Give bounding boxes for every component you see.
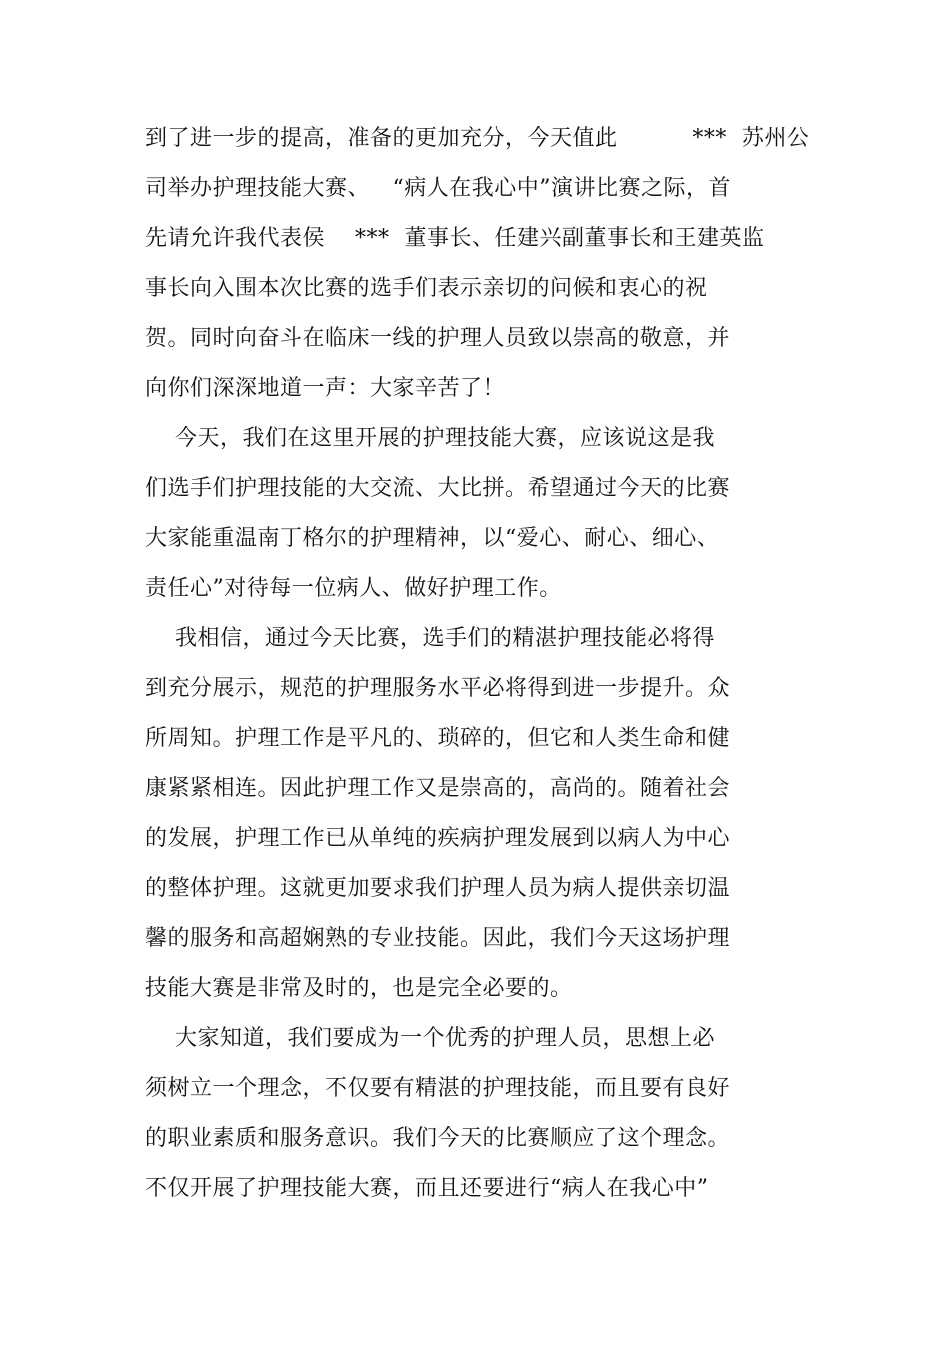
- text-line: 到充分展示，规范的护理服务水平必将得到进一步提升。众: [145, 676, 731, 701]
- text-line: 康紧紧相连。因此护理工作又是崇高的，高尚的。随着社会: [145, 776, 731, 801]
- text-line: 的发展，护理工作已从单纯的疾病护理发展到以病人为中心: [145, 826, 731, 851]
- text-line: 技能大赛是非常及时的，也是完全必要的。: [145, 976, 573, 1001]
- text-line: 的职业素质和服务意识。我们今天的比赛顺应了这个理念。: [145, 1126, 731, 1151]
- text-line: 责任心”对待每一位病人、做好护理工作。: [145, 576, 562, 601]
- text-line: 所周知。护理工作是平凡的、琐碎的，但它和人类生命和健: [145, 726, 731, 751]
- text-line: 我相信，通过今天比赛，选手们的精湛护理技能必将得: [145, 626, 715, 651]
- text-line: 须树立一个理念，不仅要有精湛的护理技能，而且要有良好: [145, 1076, 731, 1101]
- text-line: 馨的服务和高超娴熟的专业技能。因此，我们今天这场护理: [145, 926, 731, 951]
- text-line: 到了进一步的提高，准备的更加充分，今天值此 *** 苏州公: [145, 126, 810, 151]
- text-line: 今天，我们在这里开展的护理技能大赛，应该说这是我: [145, 426, 715, 451]
- text-line: 的整体护理。这就更加要求我们护理人员为病人提供亲切温: [145, 876, 731, 901]
- text-line: 大家能重温南丁格尔的护理精神，以“爱心、耐心、细心、: [145, 526, 720, 551]
- text-line: 先请允许我代表侯 *** 董事长、任建兴副董事长和王建英监: [145, 226, 765, 251]
- text-line: 司举办护理技能大赛、 “病人在我心中”演讲比赛之际，首: [145, 176, 731, 201]
- text-line: 贺。同时向奋斗在临床一线的护理人员致以崇高的敬意，并: [145, 326, 731, 351]
- text-line: 们选手们护理技能的大交流、大比拼。希望通过今天的比赛: [145, 476, 731, 501]
- text-line: 不仅开展了护理技能大赛，而且还要进行“病人在我心中”: [145, 1176, 709, 1201]
- text-line: 向你们深深地道一声：大家辛苦了！: [145, 376, 506, 401]
- text-line: 大家知道，我们要成为一个优秀的护理人员，思想上必: [145, 1026, 715, 1051]
- text-line: 事长向入围本次比赛的选手们表示亲切的问候和衷心的祝: [145, 276, 708, 301]
